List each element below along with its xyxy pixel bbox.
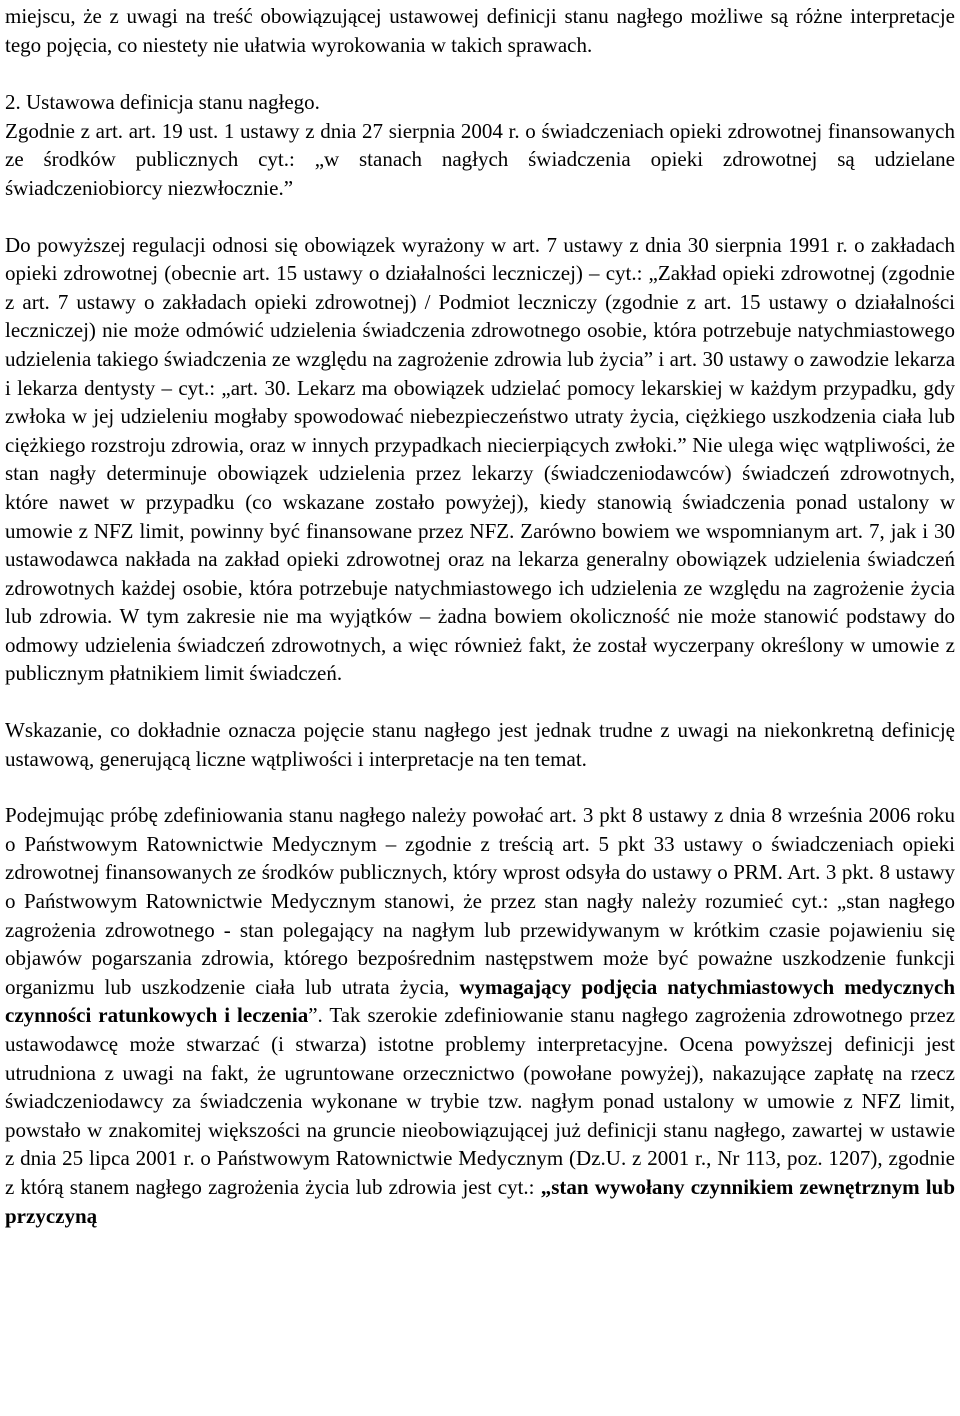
text-line: niekonkretną definicję ustawową, generującą liczne wątpliwości i interpretacje na ten temat. — [5, 718, 955, 771]
text-line: Do powyższej regulacji odnosi się obowiązek wyrażony w art. 7 ustawy z dnia 30 sierpnia — [5, 232, 782, 257]
document-page — [5, 2, 955, 1230]
text-line: z NFZ limit, powstało w znakomitej większości na gruncie nieobowiązującej już definicji — [5, 1089, 956, 1142]
heading-text: 2. Ustawowa definicja stanu nagłego. — [5, 90, 320, 115]
paragraph-definition-attempt — [5, 801, 955, 1230]
text-line: 33 ustawy o świadczeniach opieki zdrowotnej finansowanych ze środków publicznych, który — [5, 831, 956, 885]
text-line: stanu nagłego, zawartej w ustawie z dnia 25 lipca 2001 r. o Państwowym Ratownictwie — [5, 1117, 956, 1171]
text-line: cyt.: „Zakład opieki zdrowotnej (zgodnie z art. 7 ustawy o zakładach opieki zdrowotnej) / — [5, 261, 956, 314]
text-line: potrzebuje natychmiastowego ich udzielenia ze względu na zagrożenie życia lub zdrowia. W — [5, 575, 955, 629]
paragraph-obligation — [5, 231, 955, 689]
text-line: określony w umowie z publicznym płatnikiem limit świadczeń. — [5, 632, 955, 686]
bold-phrase: wymagający podjęcia — [459, 974, 658, 999]
text-line: świadczeniodawcy za świadczenia wykonane w trybie tzw. nagłym ponad ustalony w umowie — [5, 1089, 835, 1114]
text-line: zdrowotnego - stan polegający na nagłym lub przewidywanym w krótkim czasie pojawieniu — [105, 917, 923, 942]
text-line: ”. Tak szerokie — [308, 1003, 438, 1028]
text-line: utraty życia, ciężkiego uszkodzenia ciała lub ciężkiego rozstroju zdrowia, oraz w innych — [5, 404, 955, 457]
text-line: przypadkach niecierpiących zwłoki.” Nie ulega więc wątpliwości, że stan nagły determinuje — [5, 432, 955, 486]
text-line: lekarza i lekarza dentysty – cyt.: „art. 30. Lekarz ma obowiązek udzielać pomocy lekarskiej w — [5, 346, 956, 400]
text-line: opieki zdrowotnej są udzielane świadczeniobiorcy niezwłocznie.” — [5, 147, 956, 200]
text-line: udzielenia świadczenia zdrowotnego osobie, która potrzebuje natychmiastowego udzielenia — [5, 318, 956, 371]
text-line: ustalony w umowie z NFZ limit, powinny być finansowane przez NFZ. Zarówno bowiem we — [5, 489, 956, 543]
text-line: września 2006 roku o Państwowym Ratownictwie Medycznym – zgodnie z treścią art. 5 pkt — [5, 803, 956, 856]
text-line: różne interpretacje tego pojęcia, co niestety nie ułatwia wyrokowania w takich sprawach. — [5, 4, 956, 57]
text-line: Podmiot leczniczy (zgodnie z art. 15 ustawy o działalności leczniczej) nie może odmówić — [5, 289, 956, 343]
text-line: obowiązek udzielenia przez lekarzy (świadczeniodawców) świadczeń zdrowotnych, które — [5, 461, 955, 514]
text-line: lekarza generalny obowiązek udzielenia świadczeń zdrowotnych każdej osobie, która — [5, 547, 956, 600]
text-line: takiego świadczenia ze względu na zagrożenie zdrowia lub życia” i art. 30 ustawy o zawodzie — [96, 346, 889, 371]
text-line: tym zakresie nie ma wyjątków – żadna bowiem okoliczność nie może stanowić podstawy do — [146, 604, 956, 629]
text-line: 1991 r. o zakładach opieki zdrowotnej (obecnie art. 15 ustawy o działalności leczniczej) – — [5, 232, 955, 286]
text-line: uszkodzenie funkcji organizmu lub uszkodzenie ciała lub utrata życia, — [5, 946, 955, 999]
text-line: Zgodnie z art. art. 19 ust. 1 ustawy z dnia 27 sierpnia 2004 r. o świadczeniach opieki — [5, 118, 723, 143]
text-line: zdefiniowanie stanu nagłego zagrożenia zdrowotnego przez ustawodawcę może stwarzać (i — [5, 1003, 956, 1056]
text-line: miejscu, że z uwagi na treść obowiązującej ustawowej definicji stanu nagłego możliwe są — [5, 4, 789, 28]
text-line: każdym przypadku, gdy zwłoka w jej udzieleniu mogłaby spowodować niebezpieczeństwo — [5, 375, 955, 429]
text-line: Medycznym stanowi, że przez stan nagły należy rozumieć cyt.: „stan nagłego zagrożenia — [5, 889, 955, 942]
text-line: Wskazanie, co dokładnie oznacza pojęcie stanu nagłego jest jednak trudne z uwagi na — [5, 718, 757, 743]
text-line: odmowy udzielenia świadczeń zdrowotnych, a więc również fakt, że został wyczerpany — [5, 632, 755, 657]
text-line: na fakt, że ugruntowane orzecznictwo (powołane powyżej), nakazujące zapłatę na rzecz — [182, 1060, 955, 1085]
text-line: życia lub zdrowia jest cyt.: — [305, 1174, 535, 1199]
text-line: nawet w przypadku (co wskazane zostało powyżej), kiedy stanowią świadczenia ponad — [58, 489, 848, 514]
text-line: zdrowotnej finansowanych ze środków publicznych cyt.: „w stanach nagłych świadczenia — [5, 118, 955, 172]
text-line: wprost odsyła do ustawy o PRM. Art. 3 pkt. 8 ustawy o Państwowym Ratownictwie — [5, 860, 955, 914]
paragraph-definition — [5, 117, 955, 203]
text-line: stwarza) istotne problemy interpretacyjne. Ocena powyższej definicji jest utrudniona z uwagi — [5, 1032, 955, 1085]
bold-phrase: „stan wywołany czynnikiem zewnętrznym lub przyczyną — [5, 1174, 955, 1228]
paragraph-indication — [5, 716, 955, 773]
text-line: się objawów pogarszania zdrowia, którego bezpośrednim następstwem może być poważne — [5, 917, 956, 971]
text-line: Podejmując próbę zdefiniowania stanu nagłego należy powołać art. 3 pkt 8 ustawy z dnia 8 — [5, 803, 782, 828]
bold-phrase: natychmiastowych medycznych czynności ratunkowych i leczenia — [5, 974, 956, 1028]
text-line: wspomnianym art. 7, jak i 30 ustawodawca nakłada na zakład opieki zdrowotnej oraz na — [5, 518, 955, 572]
paragraph-intro — [5, 2, 955, 59]
text-line: Medycznym (Dz.U. z 2001 r., Nr 113, poz. 1207), zgodnie z którą stanem nagłego zagrożenia — [5, 1146, 955, 1199]
section-heading — [5, 88, 955, 117]
